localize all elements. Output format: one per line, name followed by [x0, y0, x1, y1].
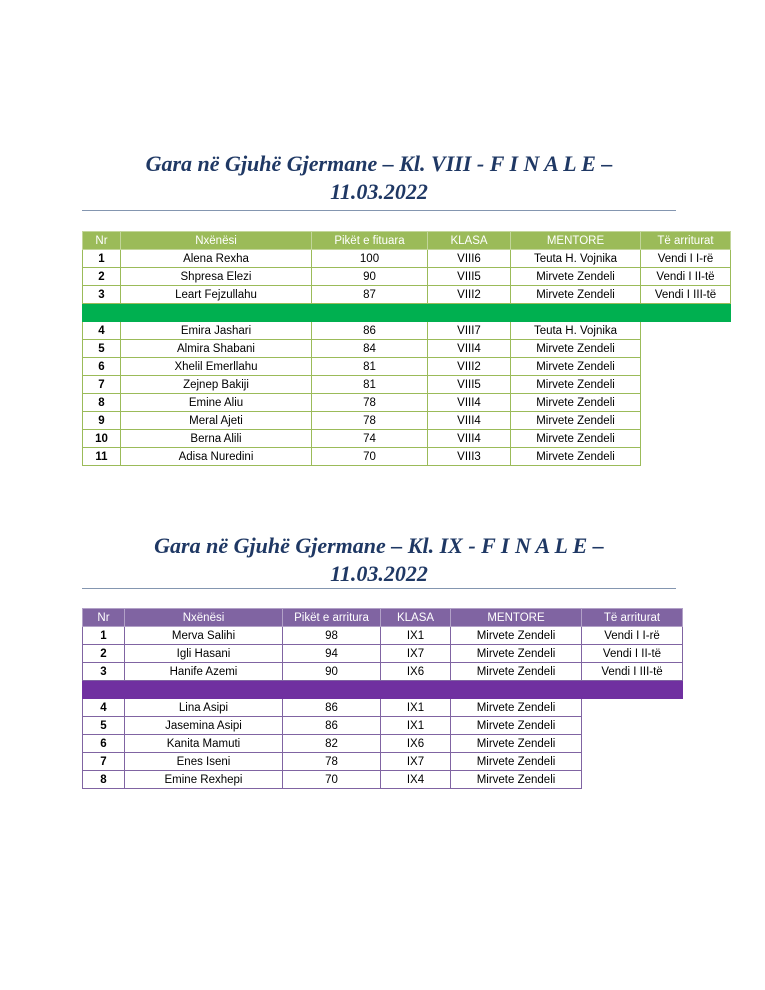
table-row	[83, 358, 731, 376]
cell-class: IX7	[381, 645, 451, 663]
section9-divider	[82, 588, 676, 589]
cell-class: VIII4	[428, 412, 511, 430]
cell-mentor: Teuta H. Vojnika	[511, 322, 641, 340]
section9-title-date: 11.03.2022	[330, 561, 428, 586]
header-achievement: Të arriturat	[641, 232, 731, 250]
header-class: KLASA	[381, 609, 451, 627]
header-points: Pikët e arritura	[283, 609, 381, 627]
empty-cell	[582, 699, 683, 717]
table-row	[83, 448, 731, 466]
empty-cell	[641, 412, 731, 430]
cell-student: Lina Asipi	[125, 699, 283, 717]
cell-points: 74	[312, 430, 428, 448]
section9-results-table	[82, 608, 683, 789]
cell-nr: 8	[83, 771, 125, 789]
table-row	[83, 430, 731, 448]
cell-nr: 2	[83, 268, 121, 286]
separator-cell	[511, 304, 641, 322]
cell-student: Jasemina Asipi	[125, 717, 283, 735]
table-row	[83, 268, 731, 286]
cell-mentor: Mirvete Zendeli	[451, 699, 582, 717]
header-nr: Nr	[83, 609, 125, 627]
table-row	[83, 286, 731, 304]
table-row	[83, 699, 683, 717]
cell-student: Emira Jashari	[121, 322, 312, 340]
cell-nr: 5	[83, 340, 121, 358]
cell-student: Alena Rexha	[121, 250, 312, 268]
section8-title-date: 11.03.2022	[330, 179, 428, 204]
cell-nr: 3	[83, 663, 125, 681]
separator-cell	[381, 681, 451, 699]
cell-class: IX1	[381, 627, 451, 645]
table-row	[83, 340, 731, 358]
empty-cell	[582, 717, 683, 735]
cell-mentor: Mirvete Zendeli	[511, 358, 641, 376]
cell-nr: 10	[83, 430, 121, 448]
cell-nr: 7	[83, 753, 125, 771]
cell-class: VIII3	[428, 448, 511, 466]
cell-class: IX7	[381, 753, 451, 771]
cell-student: Kanita Mamuti	[125, 735, 283, 753]
empty-cell	[582, 735, 683, 753]
cell-points: 78	[312, 394, 428, 412]
header-nr: Nr	[83, 232, 121, 250]
cell-nr: 1	[83, 250, 121, 268]
cell-class: VIII4	[428, 394, 511, 412]
cell-class: VIII2	[428, 286, 511, 304]
table-row	[83, 753, 683, 771]
cell-mentor: Mirvete Zendeli	[511, 412, 641, 430]
cell-class: IX6	[381, 663, 451, 681]
cell-nr: 4	[83, 699, 125, 717]
separator-cell	[428, 304, 511, 322]
header-achievement: Të arriturat	[582, 609, 683, 627]
cell-points: 70	[283, 771, 381, 789]
cell-student: Meral Ajeti	[121, 412, 312, 430]
section9-title-line1: Gara në Gjuhë Gjermane – Kl. IX - F I N A L E –	[154, 533, 604, 558]
table-row	[83, 627, 683, 645]
cell-mentor: Mirvete Zendeli	[451, 735, 582, 753]
cell-achievement: Vendi I II-të	[641, 268, 731, 286]
cell-points: 86	[283, 717, 381, 735]
cell-mentor: Mirvete Zendeli	[451, 627, 582, 645]
cell-mentor: Mirvete Zendeli	[511, 430, 641, 448]
section9-title	[82, 532, 676, 588]
table-separator-row	[83, 304, 731, 322]
cell-nr: 5	[83, 717, 125, 735]
cell-mentor: Mirvete Zendeli	[511, 286, 641, 304]
section8-divider	[82, 210, 676, 211]
table-row	[83, 376, 731, 394]
separator-cell	[283, 681, 381, 699]
cell-student: Emine Rexhepi	[125, 771, 283, 789]
cell-achievement: Vendi I III-të	[582, 663, 683, 681]
cell-points: 87	[312, 286, 428, 304]
empty-cell	[582, 771, 683, 789]
cell-points: 82	[283, 735, 381, 753]
cell-achievement: Vendi I I-rë	[582, 627, 683, 645]
header-points: Pikët e fituara	[312, 232, 428, 250]
cell-mentor: Mirvete Zendeli	[511, 340, 641, 358]
table-header-row	[83, 609, 683, 627]
empty-cell	[641, 376, 731, 394]
cell-mentor: Mirvete Zendeli	[511, 376, 641, 394]
cell-nr: 3	[83, 286, 121, 304]
table-row	[83, 250, 731, 268]
table-row	[83, 645, 683, 663]
cell-mentor: Mirvete Zendeli	[511, 394, 641, 412]
cell-student: Xhelil Emerllahu	[121, 358, 312, 376]
cell-student: Igli Hasani	[125, 645, 283, 663]
cell-nr: 11	[83, 448, 121, 466]
cell-student: Zejnep Bakiji	[121, 376, 312, 394]
cell-class: VIII5	[428, 376, 511, 394]
table-row	[83, 412, 731, 430]
cell-points: 84	[312, 340, 428, 358]
cell-points: 94	[283, 645, 381, 663]
cell-points: 86	[283, 699, 381, 717]
cell-points: 70	[312, 448, 428, 466]
empty-cell	[641, 394, 731, 412]
cell-points: 81	[312, 358, 428, 376]
cell-class: VIII2	[428, 358, 511, 376]
cell-mentor: Teuta H. Vojnika	[511, 250, 641, 268]
table-row	[83, 663, 683, 681]
cell-student: Leart Fejzullahu	[121, 286, 312, 304]
cell-mentor: Mirvete Zendeli	[511, 268, 641, 286]
header-student: Nxënësi	[121, 232, 312, 250]
separator-cell	[83, 681, 125, 699]
empty-cell	[641, 340, 731, 358]
header-class: KLASA	[428, 232, 511, 250]
cell-points: 78	[283, 753, 381, 771]
cell-points: 86	[312, 322, 428, 340]
cell-achievement: Vendi I I-rë	[641, 250, 731, 268]
cell-mentor: Mirvete Zendeli	[451, 663, 582, 681]
cell-points: 100	[312, 250, 428, 268]
cell-student: Merva Salihi	[125, 627, 283, 645]
header-student: Nxënësi	[125, 609, 283, 627]
cell-student: Adisa Nuredini	[121, 448, 312, 466]
cell-mentor: Mirvete Zendeli	[451, 645, 582, 663]
cell-class: VIII6	[428, 250, 511, 268]
cell-nr: 1	[83, 627, 125, 645]
cell-student: Emine Aliu	[121, 394, 312, 412]
section8-title	[82, 150, 676, 206]
empty-cell	[641, 448, 731, 466]
section8-table-body	[83, 250, 731, 466]
empty-cell	[641, 358, 731, 376]
table-row	[83, 771, 683, 789]
header-mentor: MENTORE	[511, 232, 641, 250]
table-separator-row	[83, 681, 683, 699]
cell-nr: 9	[83, 412, 121, 430]
cell-nr: 6	[83, 358, 121, 376]
cell-points: 90	[312, 268, 428, 286]
empty-cell	[641, 322, 731, 340]
cell-student: Enes Iseni	[125, 753, 283, 771]
cell-points: 81	[312, 376, 428, 394]
separator-cell	[83, 304, 121, 322]
cell-class: VIII4	[428, 430, 511, 448]
separator-cell	[125, 681, 283, 699]
cell-nr: 4	[83, 322, 121, 340]
cell-student: Almira Shabani	[121, 340, 312, 358]
cell-achievement: Vendi I III-të	[641, 286, 731, 304]
cell-mentor: Mirvete Zendeli	[451, 717, 582, 735]
cell-points: 78	[312, 412, 428, 430]
cell-class: VIII7	[428, 322, 511, 340]
table-header-row	[83, 232, 731, 250]
cell-class: IX6	[381, 735, 451, 753]
separator-cell	[312, 304, 428, 322]
cell-class: IX1	[381, 717, 451, 735]
table-row	[83, 717, 683, 735]
cell-class: IX4	[381, 771, 451, 789]
cell-mentor: Mirvete Zendeli	[451, 771, 582, 789]
cell-points: 98	[283, 627, 381, 645]
table-row	[83, 322, 731, 340]
cell-nr: 7	[83, 376, 121, 394]
header-mentor: MENTORE	[451, 609, 582, 627]
separator-cell	[451, 681, 582, 699]
cell-achievement: Vendi I II-të	[582, 645, 683, 663]
empty-cell	[641, 430, 731, 448]
table-row	[83, 394, 731, 412]
section8-results-table	[82, 231, 731, 466]
table-row	[83, 735, 683, 753]
cell-student: Hanife Azemi	[125, 663, 283, 681]
separator-cell	[582, 681, 683, 699]
section8-title-line1: Gara në Gjuhë Gjermane – Kl. VIII - F I N A L E –	[145, 151, 613, 176]
cell-class: VIII4	[428, 340, 511, 358]
cell-class: IX1	[381, 699, 451, 717]
section9-table-body	[83, 627, 683, 789]
separator-cell	[121, 304, 312, 322]
cell-mentor: Mirvete Zendeli	[511, 448, 641, 466]
cell-student: Berna Alili	[121, 430, 312, 448]
cell-nr: 6	[83, 735, 125, 753]
cell-mentor: Mirvete Zendeli	[451, 753, 582, 771]
cell-class: VIII5	[428, 268, 511, 286]
cell-nr: 8	[83, 394, 121, 412]
empty-cell	[582, 753, 683, 771]
separator-cell	[641, 304, 731, 322]
cell-nr: 2	[83, 645, 125, 663]
cell-points: 90	[283, 663, 381, 681]
cell-student: Shpresa Elezi	[121, 268, 312, 286]
